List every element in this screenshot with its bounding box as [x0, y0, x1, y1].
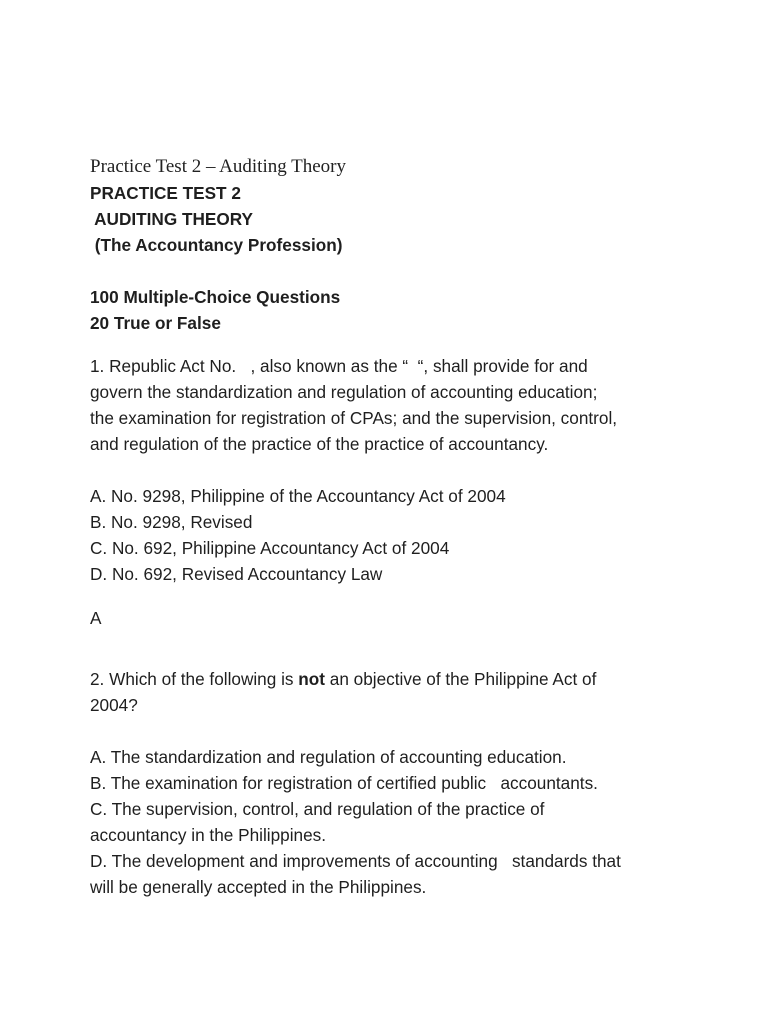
stem-line: and regulation of the practice of the practice of accountancy. — [90, 434, 549, 454]
question-1-answer — [90, 605, 710, 631]
count-true-false: 20 True or False — [90, 313, 221, 333]
answer-text: A — [90, 608, 102, 628]
option-d: D. No. 692, Revised Accountancy Law — [90, 564, 383, 584]
question-counts — [90, 284, 710, 336]
test-heading — [90, 180, 710, 258]
option-a: A. The standardization and regulation of accounting education. — [90, 747, 567, 767]
option-b: B. No. 9298, Revised — [90, 512, 253, 532]
question-2 — [90, 666, 710, 900]
running-title: Practice Test 2 – Auditing Theory — [90, 156, 347, 177]
option-b: B. The examination for registration of certified public accountants. — [90, 773, 598, 793]
stem-emphasis: not — [298, 669, 325, 689]
stem-line: the examination for registration of CPAs; and the supervision, control, — [90, 408, 618, 428]
option-d: D. The development and improvements of accounting standards that — [90, 851, 621, 871]
stem-text-after: an objective of the Philippine Act of — [325, 669, 597, 689]
option-c-continued: accountancy in the Philippines. — [90, 825, 327, 845]
question-1-options — [90, 483, 710, 587]
count-multiple-choice: 100 Multiple-Choice Questions — [90, 287, 341, 307]
option-c: C. The supervision, control, and regulation of the practice of — [90, 799, 545, 819]
stem-text-before: 2. Which of the following is — [90, 669, 299, 689]
option-a: A. No. 9298, Philippine of the Accountancy Act of 2004 — [90, 486, 506, 506]
heading-line-2: AUDITING THEORY — [90, 209, 253, 229]
stem-line: 1. Republic Act No. , also known as the “ “, shall provide for and — [90, 356, 588, 376]
stem-line — [90, 666, 710, 692]
heading-line-3: (The Accountancy Profession) — [90, 235, 343, 255]
option-c: C. No. 692, Philippine Accountancy Act of 2004 — [90, 538, 450, 558]
question-2-options — [90, 744, 710, 900]
heading-line-1: PRACTICE TEST 2 — [90, 183, 241, 203]
question-1 — [90, 353, 710, 631]
document-page — [90, 154, 710, 900]
question-1-stem — [90, 353, 710, 457]
stem-line: 2004? — [90, 695, 138, 715]
stem-line: govern the standardization and regulation of accounting education; — [90, 382, 598, 402]
question-2-stem — [90, 666, 710, 718]
option-d-continued: will be generally accepted in the Philippines. — [90, 877, 427, 897]
